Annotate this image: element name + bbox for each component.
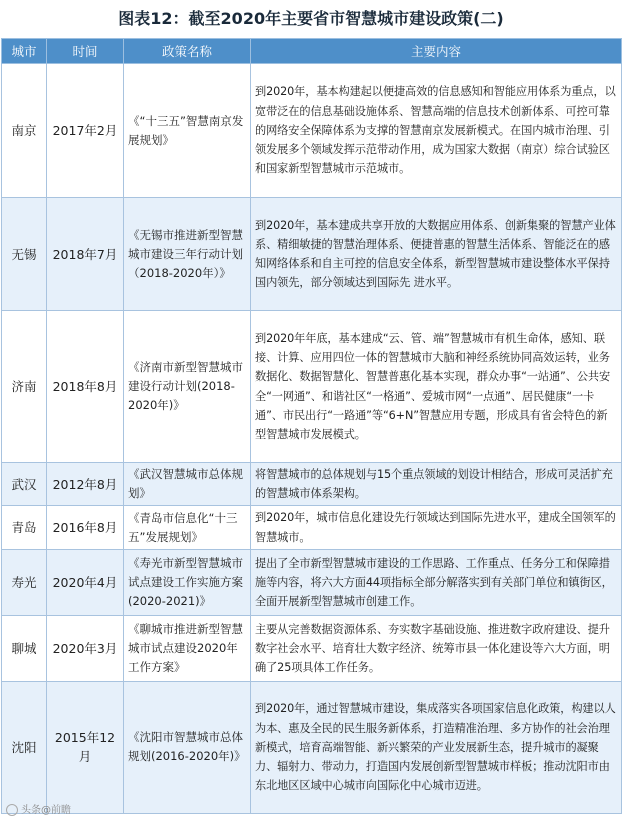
figure-title: 图表12：截至2020年主要省市智慧城市建设政策(二) [118,9,504,28]
cell-city: 无锡 [2,198,47,311]
cell-time: 2018年7月 [47,198,124,311]
cell-city: 青岛 [2,506,47,549]
header-policy: 政策名称 [124,39,251,64]
header-time: 时间 [47,39,124,64]
cell-content: 将智慧城市的总体规划与15个重点领域的划设计相结合，形成可灵活扩充的智慧城市体系架构。 [251,463,622,506]
cell-content: 到2020年，城市信息化建设先行领域达到国际先进水平，建成全国领军的智慧城市。 [251,506,622,549]
cell-time: 2015年12月 [47,681,124,813]
cell-policy: 《无锡市推进新型智慧城市建设三年行动计划（2018-2020年）》 [124,198,251,311]
cell-policy: 《武汉智慧城市总体规划》 [124,463,251,506]
cell-content: 到2020年年底，基本建成“云、管、端”智慧城市有机生命体，感知、联接、计算、应用四位一体的智慧城市大脑和神经系统协同高效运转，业务数据化、数据智慧化、智慧普惠化基本实现，群众办事“一站通”、公共安全“一网通”、和谐社区“一格通”、爱城市网“一点通”、居民健康“一卡通”、市民出行“一路通”等“6+N”智慧应用专题，形成具有省会特色的新型智慧城市发展模式。 [251,311,622,463]
cell-time: 2016年8月 [47,506,124,549]
cell-time: 2017年2月 [47,64,124,198]
policy-table [1,38,622,814]
cell-city: 沈阳 [2,681,47,813]
cell-city: 南京 [2,64,47,198]
cell-policy: 《青岛市信息化“十三五”发展规划》 [124,506,251,549]
cell-city: 武汉 [2,463,47,506]
cell-policy: 《济南市新型智慧城市建设行动计划(2018-2020年)》 [124,311,251,463]
table-row [2,463,622,506]
table-row [2,64,622,198]
cell-time: 2012年8月 [47,463,124,506]
cell-city: 寿光 [2,549,47,615]
cell-time: 2020年3月 [47,615,124,681]
cell-city: 聊城 [2,615,47,681]
table-row [2,506,622,549]
header-content: 主要内容 [251,39,622,64]
logo-icon [6,804,18,816]
source-text: 头条@前瞻 [21,805,71,816]
cell-policy: 《沈阳市智慧城市总体规划(2016-2020年)》 [124,681,251,813]
cell-content: 提出了全市新型智慧城市建设的工作思路、工作重点、任务分工和保障措施等内容，将六大方面44项指标全部分解落实到有关部门单位和镇街区，全面开展新型智慧城市创建工作。 [251,549,622,615]
cell-policy: 《聊城市推进新型智慧城市试点建设2020年工作方案》 [124,615,251,681]
source-watermark [6,801,71,816]
table-row [2,681,622,813]
cell-content: 主要从完善数据资源体系、夯实数字基础设施、推进数字政府建设、提升数字社会水平、培育壮大数字经济、统筹市县一体化建设等六大方面，明确了25项具体工作任务。 [251,615,622,681]
cell-policy: 《寿光市新型智慧城市试点建设工作实施方案(2020-2021)》 [124,549,251,615]
cell-content: 到2020年，通过智慧城市建设，集成落实各项国家信息化政策，构建以人为本、惠及全民的民生服务新体系，打造精准治理、多方协作的社会治理新模式，培育高端智能、新兴繁荣的产业发展新生态，提升城市的凝聚力、辐射力、带动力，打造国内发展创新型智慧城市样板；推动沈阳市由东北地区区域中心城市向国际化中心城市迈进。 [251,681,622,813]
cell-time: 2020年4月 [47,549,124,615]
table-row [2,615,622,681]
cell-content: 到2020年，基本建成共享开放的大数据应用体系、创新集聚的智慧产业体系、精细敏捷的智慧治理体系、便捷普惠的智慧生活体系、智能泛在的感知网络体系和自主可控的信息安全体系，新型智慧城市建设整体水平保持国内领先，部分领域达到国际先 进水平。 [251,198,622,311]
cell-time: 2018年8月 [47,311,124,463]
cell-policy: 《“十三五”智慧南京发展规划》 [124,64,251,198]
cell-city: 济南 [2,311,47,463]
table-row [2,198,622,311]
table-row [2,549,622,615]
table-row [2,311,622,463]
header-city: 城市 [2,39,47,64]
table-header-row [2,39,622,64]
cell-content: 到2020年，基本构建起以便捷高效的信息感知和智能应用体系为重点，以宽带泛在的信息基础设施体系、智慧高端的信息技术创新体系、可控可靠的网络安全保障体系为支撑的智慧南京发展新模式。在国内城市治理、引领发展多个领域发挥示范带动作用，成为国家大数据（南京）综合试验区和国家新型智慧城市示范城市。 [251,64,622,198]
